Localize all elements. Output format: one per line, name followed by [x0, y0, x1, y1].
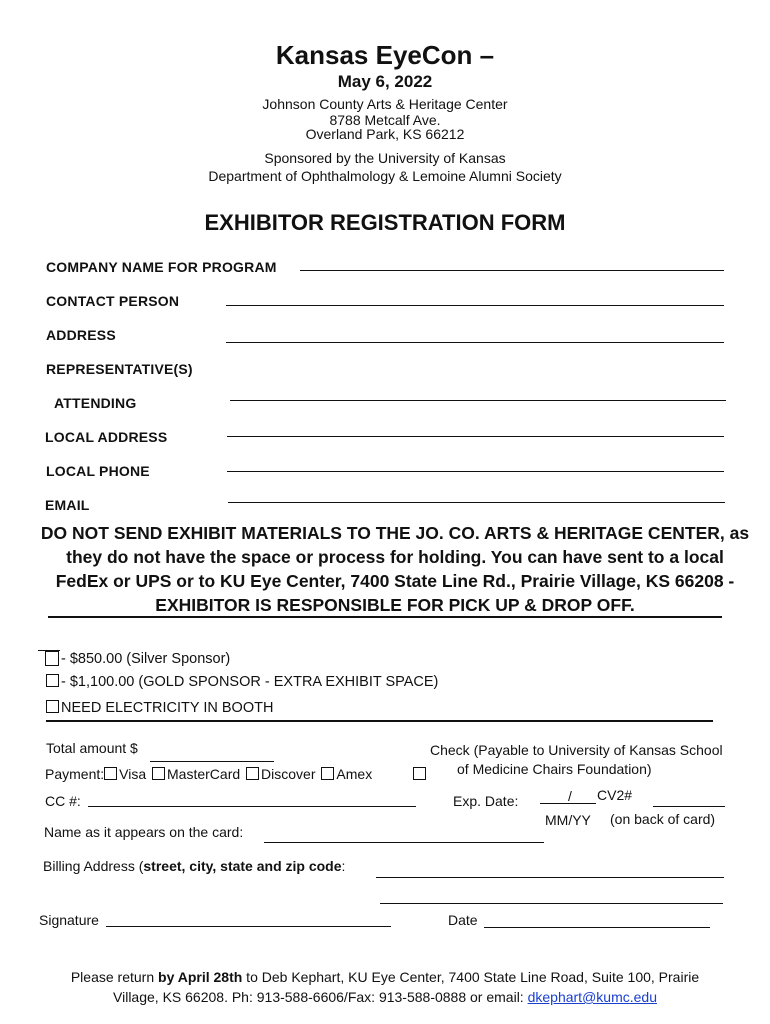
- local-address-label: LOCAL ADDRESS: [45, 429, 168, 445]
- sponsor-line-2: Department of Ophthalmology & Lemoine Alumni Society: [208, 168, 562, 184]
- total-amount-field[interactable]: [150, 761, 274, 762]
- venue-name: Johnson County Arts & Heritage Center: [262, 96, 508, 112]
- visa-label: Visa: [119, 766, 147, 782]
- form-title: EXHIBITOR REGISTRATION FORM: [204, 210, 566, 235]
- company-field[interactable]: [300, 270, 724, 271]
- billing-label-post: :: [341, 858, 346, 874]
- cv2-label: CV2#: [597, 787, 633, 803]
- mastercard-label: MasterCard: [167, 766, 241, 782]
- option-gold-label: - $1,100.00 (GOLD SPONSOR - EXTRA EXHIBIT SPACE): [61, 674, 439, 690]
- gold-checkbox[interactable]: [46, 674, 59, 687]
- shipping-warning: DO NOT SEND EXHIBIT MATERIALS TO THE JO. CO. ARTS & HERITAGE CENTER, as they do not have the space or process for holding. You can have sent to a local FedEx or UPS or to KU Eye Center, 7400 State Line Rd., Prairie Village, KS 66208 - EXHIBITOR IS RESPONSIBLE FOR PICK UP & DROP OFF.: [40, 523, 750, 615]
- warning-divider: [48, 616, 722, 618]
- return-instructions-line-1: [0, 969, 770, 985]
- option-silver[interactable]: [45, 651, 230, 667]
- exp-format-hint: MM/YY: [545, 812, 591, 828]
- venue-street: 8788 Metcalf Ave.: [329, 112, 441, 128]
- visa-checkbox[interactable]: [104, 767, 117, 780]
- contact-label: CONTACT PERSON: [46, 293, 180, 309]
- representatives-label: REPRESENTATIVE(S): [46, 361, 193, 377]
- footer-pre: Please return: [70, 969, 159, 985]
- local-address-field[interactable]: [227, 436, 724, 437]
- signature-label: Signature: [39, 912, 99, 928]
- payment-label: Payment:: [45, 766, 105, 782]
- local-phone-label: LOCAL PHONE: [46, 463, 150, 479]
- billing-address-field-2[interactable]: [380, 903, 723, 904]
- discover-checkbox[interactable]: [246, 767, 259, 780]
- option-electricity[interactable]: [46, 700, 273, 716]
- footer-contact: Village, KS 66208. Ph: 913-588-6606/Fax: 913-588-0888 or email:: [113, 989, 528, 1005]
- check-checkbox[interactable]: [413, 767, 426, 780]
- amex-label: Amex: [336, 766, 373, 782]
- email-field[interactable]: [228, 502, 725, 503]
- page-title: Kansas EyeCon –: [275, 40, 495, 70]
- billing-label-pre: Billing Address (: [43, 858, 144, 874]
- contact-field[interactable]: [226, 305, 724, 306]
- cardholder-name-label: Name as it appears on the card:: [44, 824, 244, 840]
- return-instructions-line-2: [0, 989, 770, 1005]
- venue-city: Overland Park, KS 66212: [305, 126, 465, 142]
- address-label: ADDRESS: [46, 327, 116, 343]
- footer-deadline: by April 28th: [158, 969, 243, 985]
- billing-address-field-1[interactable]: [376, 877, 724, 878]
- payment-methods: [45, 766, 372, 782]
- electricity-checkbox[interactable]: [46, 700, 59, 713]
- mastercard-checkbox[interactable]: [152, 767, 165, 780]
- billing-label-bold: street, city, state and zip code: [143, 858, 342, 874]
- cc-label: CC #:: [45, 793, 81, 809]
- footer-mid: to Deb Kephart, KU Eye Center, 7400 State Line Road, Suite 100, Prairie: [242, 969, 700, 985]
- date-label: Date: [448, 912, 478, 928]
- representatives-field[interactable]: [230, 400, 726, 401]
- check-label-line-2: of Medicine Chairs Foundation): [457, 761, 652, 777]
- billing-address-label: [43, 858, 345, 874]
- exp-date-label: Exp. Date:: [453, 793, 519, 809]
- total-amount-label: Total amount $: [46, 740, 138, 756]
- email-label: EMAIL: [45, 497, 90, 513]
- amex-checkbox[interactable]: [321, 767, 334, 780]
- local-phone-field[interactable]: [227, 471, 724, 472]
- attending-label: ATTENDING: [54, 395, 137, 411]
- signature-field[interactable]: [106, 926, 391, 927]
- cc-number-field[interactable]: [88, 806, 416, 807]
- silver-checkbox[interactable]: [45, 651, 59, 666]
- option-electricity-label: NEED ELECTRICITY IN BOOTH: [61, 700, 274, 716]
- date-field[interactable]: [484, 927, 710, 928]
- company-label: COMPANY NAME FOR PROGRAM: [46, 259, 277, 275]
- discover-label: Discover: [261, 766, 316, 782]
- cardholder-name-field[interactable]: [264, 842, 544, 843]
- address-field[interactable]: [226, 342, 724, 343]
- sponsor-line-1: Sponsored by the University of Kansas: [264, 150, 506, 166]
- event-date: May 6, 2022: [337, 72, 433, 91]
- options-divider: [46, 720, 713, 722]
- check-label-line-1: Check (Payable to University of Kansas School: [430, 742, 723, 758]
- cv2-hint: (on back of card): [610, 811, 716, 827]
- option-gold[interactable]: [46, 674, 438, 690]
- cv2-field[interactable]: [653, 806, 725, 807]
- exp-date-separator: /: [568, 788, 572, 804]
- option-silver-label: - $850.00 (Silver Sponsor): [61, 651, 231, 667]
- contact-email-link[interactable]: dkephart@kumc.edu: [527, 989, 657, 1005]
